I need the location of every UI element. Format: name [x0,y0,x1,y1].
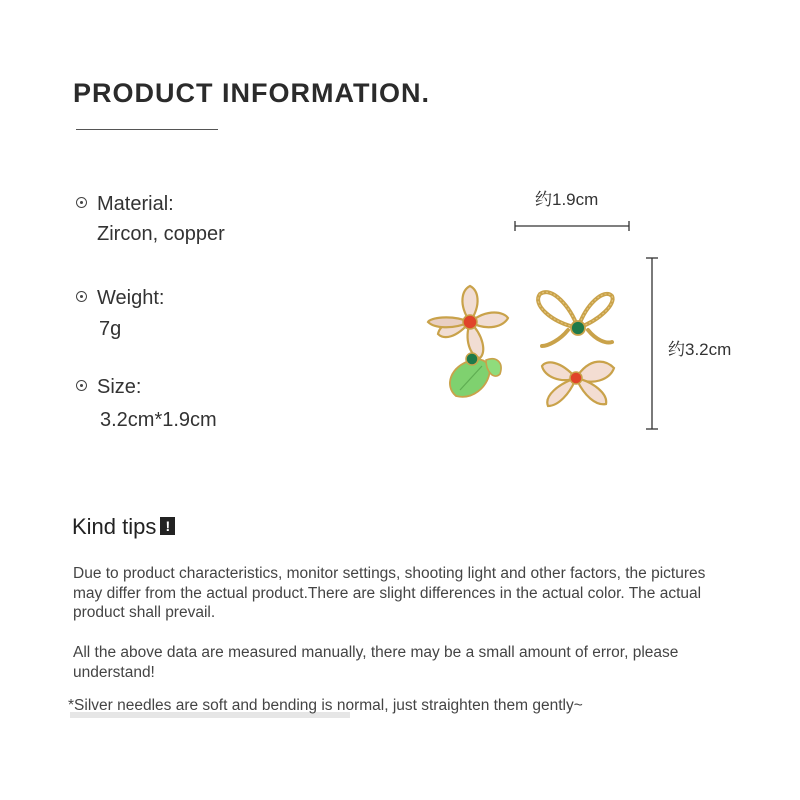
spec-material-value: Zircon, copper [97,223,225,245]
spec-material-label: Material: [76,193,174,216]
spec-weight-label: Weight: [76,287,164,310]
left-earring [428,286,508,397]
title-divider [76,129,218,130]
bullet-icon [76,197,87,208]
height-dimension-line [646,258,658,429]
bullet-icon [76,380,87,391]
height-dimension-label: 约3.2cm [668,340,732,359]
tips-note: *Silver needles are soft and bending is normal, just straighten them gently~ [68,697,583,714]
spec-size-label: Size: [76,376,141,399]
kind-tips-heading: Kind tips ! [72,514,175,540]
width-dimension-line [515,221,629,231]
right-earring [538,292,614,406]
tips-paragraph-1: Due to product characteristics, monitor settings, shooting light and other factors, the pictures may differ from the actual product.There are slight differences in the actual color. The actual product shall prevail. [73,565,706,621]
page-title: PRODUCT INFORMATION. [73,78,430,108]
product-image [400,200,700,450]
spec-weight-value: 7g [99,318,122,340]
width-dimension-label: 约1.9cm [535,190,599,209]
exclamation-icon: ! [160,517,175,535]
bullet-icon [76,291,87,302]
tips-paragraph-2: All the above data are measured manually, there may be a small amount of error, please understand! [73,644,679,681]
spec-size-value: 3.2cm*1.9cm [100,409,217,431]
